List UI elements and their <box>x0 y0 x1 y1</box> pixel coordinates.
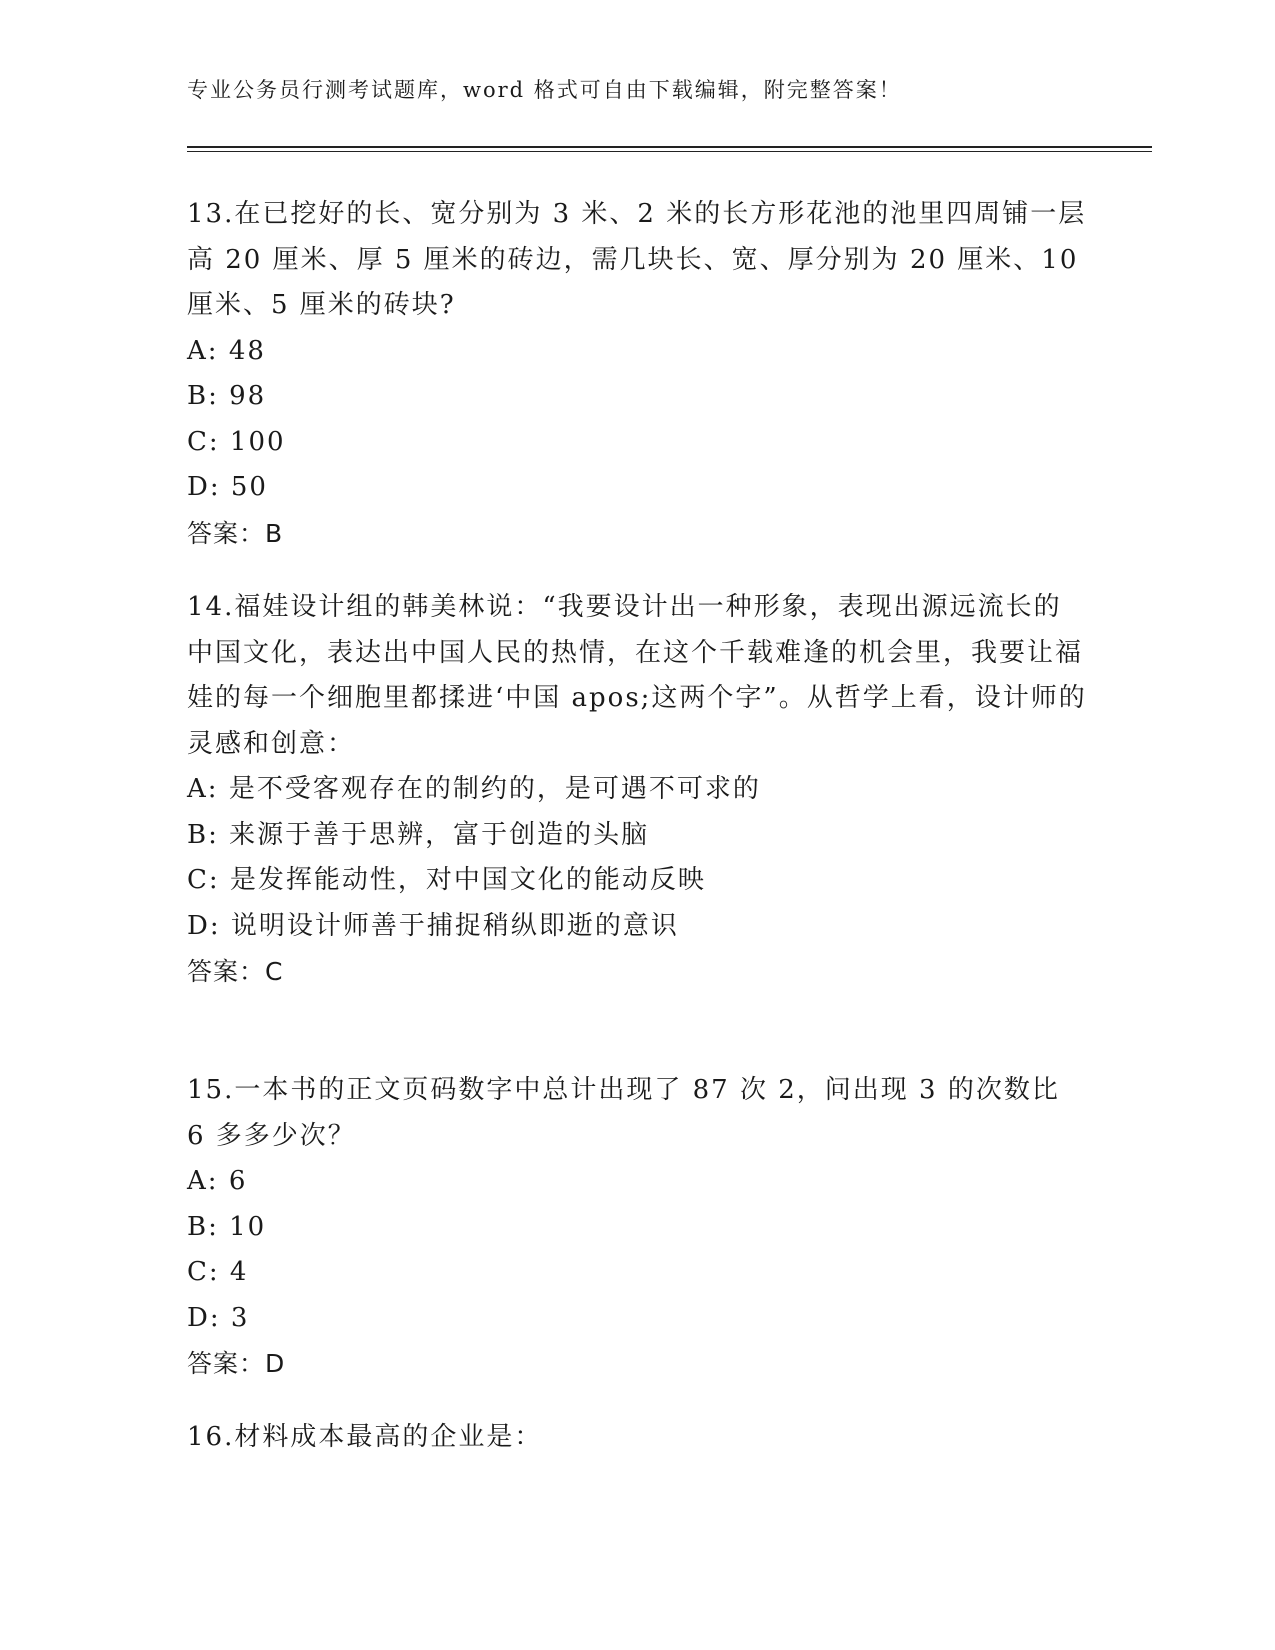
option-text: 是发挥能动性，对中国文化的能动反映 <box>229 865 706 895</box>
option-text: 98 <box>229 381 267 411</box>
option-d <box>187 1296 1087 1342</box>
option-text: 100 <box>229 426 286 457</box>
question-stem: 15.一本书的正文页码数字中总计出现了 87 次 2，问出现 3 的次数比 6 多多少次？ <box>187 1075 1060 1151</box>
option-a <box>187 329 1087 375</box>
header-divider <box>187 146 1152 152</box>
question-16 <box>187 1415 1087 1461</box>
question-stem: 14.福娃设计组的韩美林说：“我要设计出一种形象，表现出源远流长的中国文化，表达出中国人民的热情，在这个千载难逢的机会里，我要让福娃的每一个细胞里都揉进‘中国 apos;这两个字”。从哲学上看，设计师的灵感和创意： <box>187 592 1087 759</box>
option-d <box>187 904 1087 950</box>
option-letter: A: <box>187 1166 219 1196</box>
option-c <box>187 420 1087 466</box>
option-d <box>187 465 1087 511</box>
option-text: 4 <box>229 1257 249 1287</box>
question-stem: 13.在已挖好的长、宽分别为 3 米、2 米的长方形花池的池里四周铺一层高 20 厘米、厚 5 厘米的砖边，需几块长、宽、厚分别为 20 厘米、10 厘米、5 厘米的砖块? <box>187 199 1087 320</box>
option-text: 来源于善于思辨，富于创造的头脑 <box>229 819 650 850</box>
option-letter: D: <box>187 910 221 941</box>
question-14 <box>187 585 1087 995</box>
option-letter: B: <box>187 381 219 411</box>
option-a <box>187 767 1087 813</box>
option-b <box>187 1205 1087 1251</box>
option-letter: B: <box>187 819 219 850</box>
option-text: 3 <box>230 1302 250 1333</box>
option-b <box>187 813 1087 859</box>
option-a <box>187 1159 1087 1205</box>
option-text: 说明设计师善于捕捉稍纵即逝的意识 <box>230 910 679 941</box>
answer-line: 答案：C <box>187 957 284 986</box>
option-letter: B: <box>187 1211 219 1242</box>
option-letter: A: <box>187 774 219 804</box>
option-c <box>187 1250 1087 1296</box>
answer-line: 答案：B <box>187 518 284 548</box>
option-text: 6 <box>228 1166 248 1196</box>
page-header: 专业公务员行测考试题库，word 格式可自由下载编辑，附完整答案！ <box>187 78 902 102</box>
option-text: 10 <box>229 1211 267 1242</box>
option-letter: C: <box>187 426 220 457</box>
option-letter: D: <box>187 472 221 502</box>
question-13 <box>187 192 1087 556</box>
answer-line: 答案：D <box>187 1349 286 1378</box>
option-letter: C: <box>187 865 220 895</box>
option-letter: C: <box>187 1257 220 1287</box>
option-c <box>187 858 1087 904</box>
option-b <box>187 374 1087 420</box>
question-15 <box>187 1068 1087 1387</box>
option-text: 是不受客观存在的制约的，是可遇不可求的 <box>228 774 761 804</box>
question-stem: 16.材料成本最高的企业是： <box>187 1422 543 1452</box>
option-letter: D: <box>187 1302 221 1333</box>
option-letter: A: <box>187 335 219 366</box>
option-text: 50 <box>230 472 268 502</box>
option-text: 48 <box>228 335 266 366</box>
